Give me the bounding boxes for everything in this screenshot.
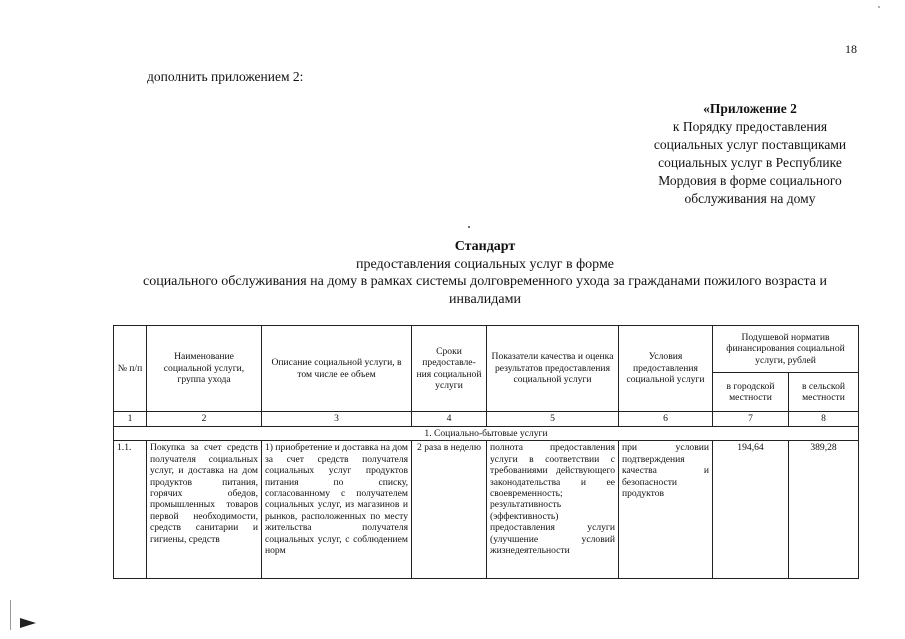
section-row (114, 427, 859, 441)
header-norm: Подушевой норматив финансирования социальной услуги, рублей (713, 326, 859, 373)
column-number: 5 (487, 412, 619, 427)
header-terms: Сроки предоставле-ния социальной услуги (412, 326, 487, 412)
column-number: 7 (713, 412, 789, 427)
table-header-row (114, 326, 859, 373)
appendix-title: «Приложение 2 (703, 101, 797, 116)
scan-speck (878, 6, 880, 8)
page-number: 18 (845, 42, 857, 56)
column-number: 6 (619, 412, 713, 427)
column-number: 1 (114, 412, 147, 427)
appendix-line: социальных услуг поставщиками (653, 137, 847, 152)
appendix-line: к Порядку предоставления (672, 119, 828, 134)
scan-corner-mark (20, 618, 36, 628)
column-number: 4 (412, 412, 487, 427)
row-name: Покупка за счет средств получателя социальных услуг, и доставка на дом продуктов питания, горячих обедов, промышленных товаров первой необходимости, средств санитарии и гигиены, средств (147, 441, 262, 579)
column-number: 3 (262, 412, 412, 427)
header-num: № п/п (114, 326, 147, 412)
intro-text: дополнить приложением 2: (147, 69, 304, 84)
section-title: 1. Социально-бытовые услуги (114, 427, 859, 441)
row-num: 1.1. (114, 441, 147, 579)
appendix-block (620, 100, 880, 208)
standard-heading (100, 238, 870, 308)
appendix-line: обслуживания на дому (684, 191, 816, 206)
header-urban: в городской местности (713, 373, 789, 412)
scan-edge-line (10, 600, 11, 630)
column-number: 2 (147, 412, 262, 427)
standard-title: Стандарт (454, 239, 516, 254)
row-conditions: при условии подтверждения качества и безопасности продуктов (619, 441, 713, 579)
header-conditions: Условия предоставления социальной услуги (619, 326, 713, 412)
row-indicators: полнота предоставления услуги в соответствии с требованиями действующего законодательства и ее своевременность; результативность (эффективность) предоставления услуги (улучшение условий жизнедеятельности (487, 441, 619, 579)
row-terms: 2 раза в неделю (412, 441, 487, 579)
standard-subtitle-line: социального обслуживания на дому в рамках системы долговременного ухода за гражданами пожилого возраста и (142, 274, 827, 289)
row-description: 1) приобретение и доставка на дом за счет средств получателя социальных услуг продуктов питания по списку, согласованному с получателем социальных услуг, из магазинов и рынков, расположенных по месту жительства получателя социальных услуг, с соблюдением норм (262, 441, 412, 579)
header-name: Наименование социальной услуги, группа ухода (147, 326, 262, 412)
standard-subtitle-line: инвалидами (449, 291, 521, 307)
header-rural: в сельской местности (789, 373, 859, 412)
header-description: Описание социальной услуги, в том числе ее объем (262, 326, 412, 412)
standard-subtitle-line: предоставления социальных услуг в форме (355, 256, 615, 272)
column-number: 8 (789, 412, 859, 427)
header-indicators: Показатели качества и оценка результатов предоставления социальной услуги (487, 326, 619, 412)
appendix-line: социальных услуг в Республике (658, 155, 842, 170)
scan-speck (468, 226, 470, 228)
column-number-row (114, 412, 859, 427)
table-row (114, 441, 859, 579)
appendix-line: Мордовия в форме социального (658, 173, 842, 188)
services-table (113, 325, 859, 579)
row-rural-cost: 389,28 (789, 441, 859, 579)
row-urban-cost: 194,64 (713, 441, 789, 579)
